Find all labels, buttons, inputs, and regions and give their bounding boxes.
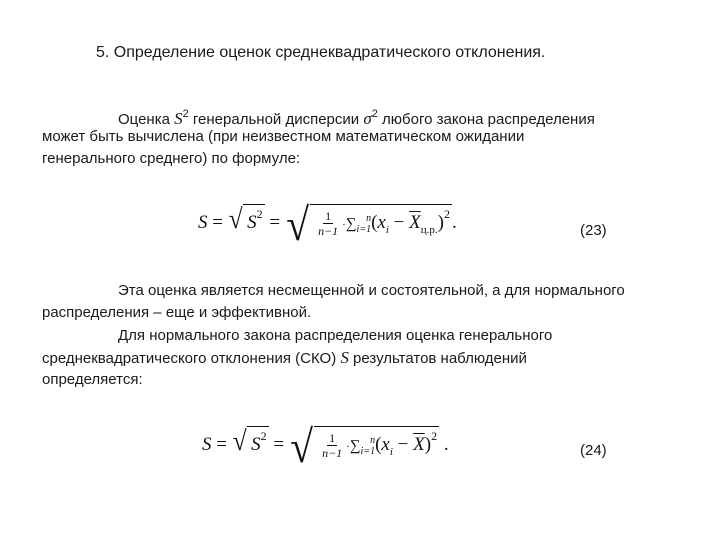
fraction: $\frac{1}{n-1}$ bbox=[318, 209, 339, 239]
fraction: $\frac{1}{n-1}$ bbox=[322, 431, 343, 461]
paragraph-intro-line2: может быть вычислена (при неизвестном математическом ожидании bbox=[42, 128, 525, 145]
slide-title: 5. Определение оценок среднеквадратического отклонения. bbox=[96, 44, 546, 61]
paragraph-estimate-line1: Эта оценка является несмещенной и состоятельной, а для нормального bbox=[118, 282, 625, 299]
paragraph-estimate-line2: распределения – еще и эффективной. bbox=[42, 304, 312, 321]
equation-number-24: (24) bbox=[580, 442, 607, 459]
formula-23: S = √ $S^2$ = √ $\frac{1}{n-1}$ $\cdot\sum_{i=1}^n(x_i - \overline{X}_{ц.р.})^2$ . bbox=[198, 199, 457, 250]
paragraph-intro-line3: генерального среднего) по формуле: bbox=[42, 150, 301, 167]
symbol-s-2: S bbox=[340, 348, 349, 367]
formula-24: S = √ $S^2$ = √ $\frac{1}{n-1}$ $\cdot\sum_{i=1}^n(x_i - \overline{X})^2$ . bbox=[202, 421, 449, 472]
paragraph-intro-line1: Оценка $S^2$ генеральной дисперсии $\sigma^2$ любого закона распределения bbox=[118, 108, 595, 128]
paragraph-normal-line3: определяется: bbox=[42, 371, 143, 388]
paragraph-normal-line1: Для нормального закона распределения оценка генерального bbox=[118, 327, 553, 344]
sqrt-sign: √ bbox=[232, 426, 247, 457]
sqrt-sign-big: √ bbox=[290, 421, 313, 472]
equation-number-23: (23) bbox=[580, 222, 607, 239]
sqrt-sign-big: √ bbox=[286, 199, 309, 250]
symbol-s: S bbox=[174, 109, 183, 128]
sqrt-sign: √ bbox=[228, 204, 243, 235]
symbol-sigma: σ bbox=[363, 109, 372, 128]
paragraph-normal-line2: среднеквадратического отклонения (СКО) S результатов наблюдений bbox=[42, 348, 527, 367]
